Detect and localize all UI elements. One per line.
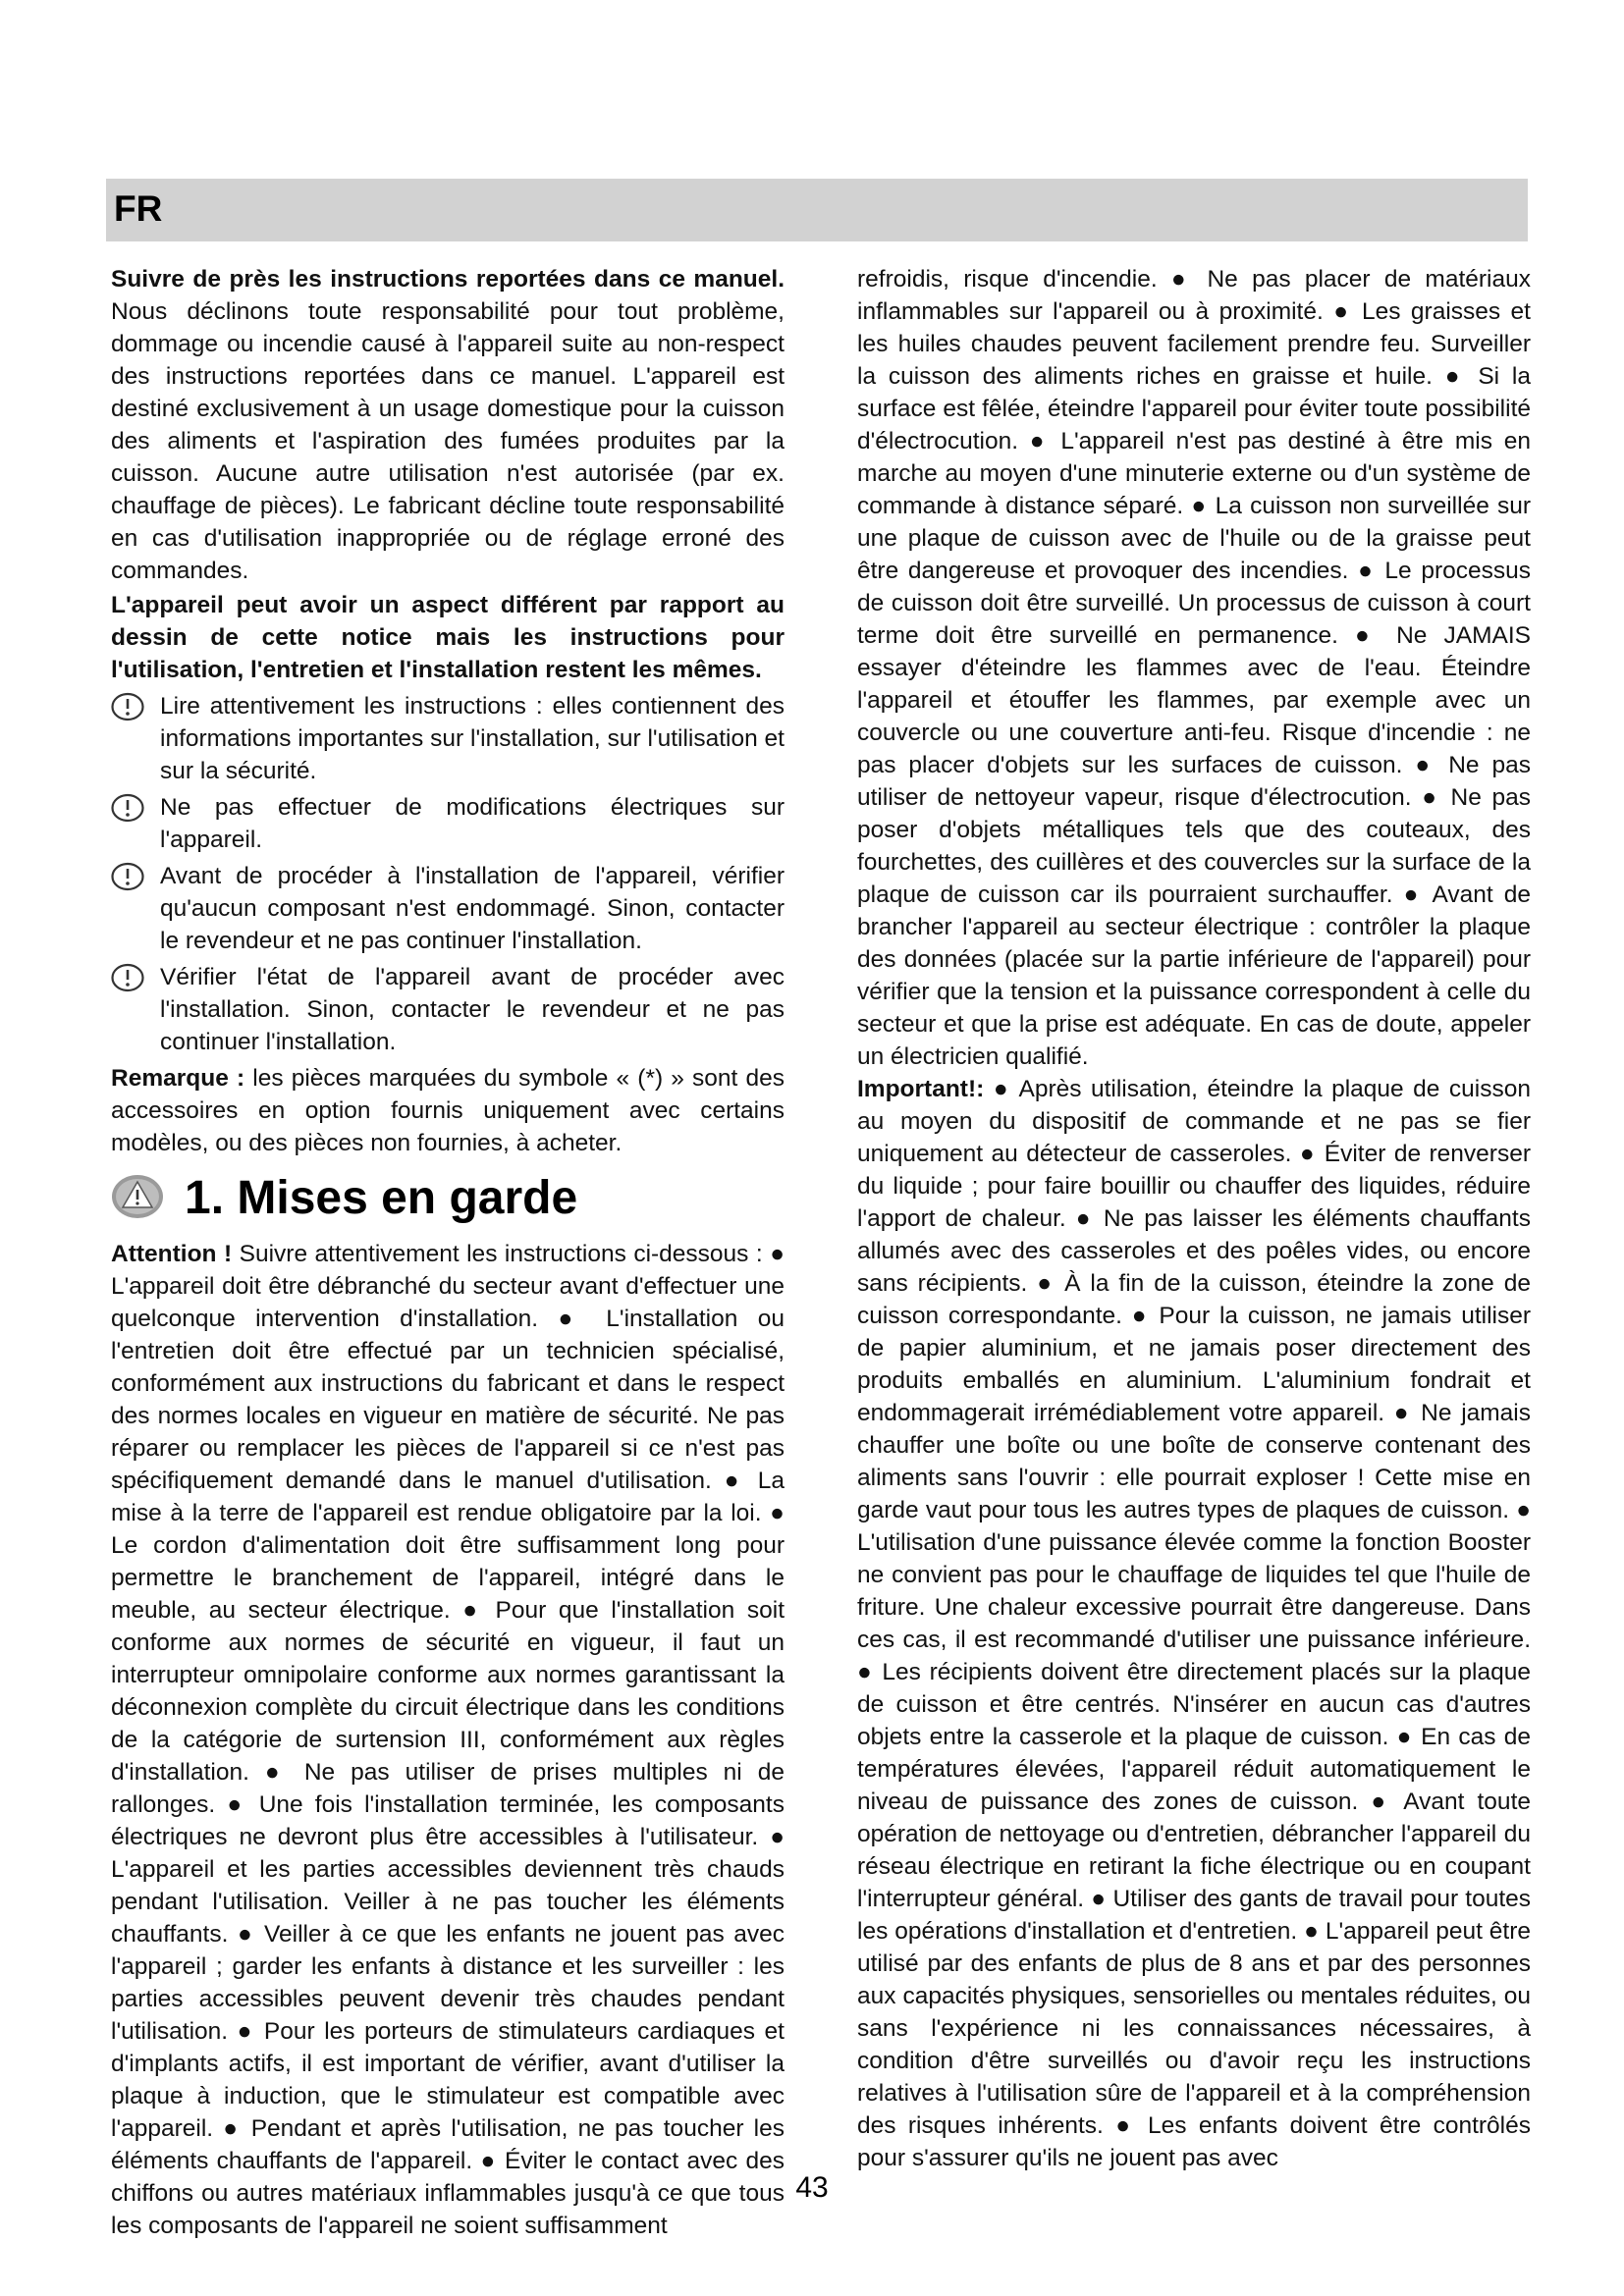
section-title: 1. Mises en garde	[185, 1172, 578, 1224]
section-heading	[111, 1173, 785, 1234]
warning-text: Avant de procéder à l'installation de l'appareil, vérifier qu'aucun composant n'est endommagé. Sinon, contacter le revendeur et ne pas continuer l'installation.	[160, 863, 785, 954]
aspect-note: L'appareil peut avoir un aspect différent par rapport au dessin de cette notice mais les instructions pour l'utilisation, l'entretien et l'installation restent les mêmes.	[111, 592, 785, 683]
warning-text: Lire attentivement les instructions : elles contiennent des informations importantes sur l'installation, sur l'utilisation et sur la sécurité.	[160, 693, 785, 784]
attention-label: Attention !	[111, 1241, 233, 1267]
right-paragraph-1: refroidis, risque d'incendie. ● Ne pas placer de matériaux inflammables sur l'appareil ou à proximité. ● Les graisses et les huiles chaudes peuvent facilement prendre feu. Surveiller la cuisson des aliments riches en graisse et huile. ● Si la surface est fêlée, éteindre l'appareil pour éviter toute possibilité d'électrocution. ● L'appareil n'est pas destiné à être mis en marche au moyen d'une minuterie externe ou d'un système de commande à distance séparé. ● La cuisson non surveillée sur une plaque de cuisson avec de l'huile ou de la graisse peut être dangereuse et provoquer des incendies. ● Le processus de cuisson doit être surveillé. Un processus de cuisson à court terme doit être surveillé en permanence. ● Ne JAMAIS essayer d'éteindre les flammes avec de l'eau. Éteindre l'appareil et étouffer les flammes, par exemple avec un couvercle ou une couverture anti-feu. Risque d'incendie : ne pas placer d'objets sur les surfaces de cuisson. ● Ne pas utiliser de nettoyeur vapeur, risque d'électrocution. ● Ne pas poser d'objets métalliques tels que des couteaux, des fourchettes, des cuillères et des couvercles sur la surface de la plaque de cuisson car ils pourraient surchauffer. ● Avant de brancher l'appareil au secteur électrique : contrôler la plaque des données (placée sur la partie inférieure de l'appareil) pour vérifier que la tension et la puissance correspondent à celle du secteur et que la prise est adéquate. En cas de doute, appeler un électricien qualifié.	[857, 266, 1531, 1070]
left-column	[111, 263, 785, 2242]
warning-item	[111, 961, 785, 1058]
info-circle-icon	[111, 793, 144, 823]
warning-text: Ne pas effectuer de modifications électriques sur l'appareil.	[160, 794, 785, 853]
info-circle-icon	[111, 862, 144, 891]
remark-paragraph	[111, 1062, 785, 1159]
intro-paragraph	[111, 263, 785, 587]
info-circle-icon	[111, 963, 144, 992]
intro-text: Nous déclinons toute responsabilité pour tout problème, dommage ou incendie causé à l'appareil suite au non-respect des instructions reportées dans ce manuel. L'appareil est destiné exclusivement à un usage domestique pour la cuisson des aliments et l'aspiration des fumées produites par la cuisson. Aucune autre utilisation n'est autorisée (par ex. chauffage de pièces). Le fabricant décline toute responsabilité en cas d'utilisation inappropriée ou de réglage erroné des commandes.	[111, 298, 785, 584]
warning-item	[111, 690, 785, 787]
warning-text: Vérifier l'état de l'appareil avant de procéder avec l'installation. Sinon, contacter le revendeur et ne pas continuer l'installation.	[160, 964, 785, 1055]
remark-label: Remarque :	[111, 1065, 245, 1092]
language-code: FR	[114, 188, 163, 229]
attention-paragraph	[111, 1238, 785, 2242]
important-label: Important!:	[857, 1076, 985, 1102]
attention-text: Suivre attentivement les instructions ci-dessous : ● L'appareil doit être débranché du secteur avant d'effectuer une quelconque intervention d'installation. ● L'installation ou l'entretien doit être effectué par un technicien spécialisé, conformément aux instructions du fabricant et dans le respect des normes locales en vigueur en matière de sécurité. Ne pas réparer ou remplacer les pièces de l'appareil si ce n'est pas spécifiquement demandé dans le manuel d'utilisation. ● La mise à la terre de l'appareil est rendue obligatoire par la loi. ● Le cordon d'alimentation doit être suffisamment long pour permettre le branchement de l'appareil, intégré dans le meuble, au secteur électrique. ● Pour que l'installation soit conforme aux normes de sécurité en vigueur, il faut un interrupteur omnipolaire conforme aux normes garantissant la déconnexion complète du circuit électrique dans les conditions de la catégorie de surtension III, conformément aux règles d'installation. ● Ne pas utiliser de prises multiples ni de rallonges. ● Une fois l'installation terminée, les composants électriques ne devront plus être accessibles à l'utilisateur. ● L'appareil et les parties accessibles deviennent très chauds pendant l'utilisation. Veiller à ne pas toucher les éléments chauffants. ● Veiller à ce que les enfants ne jouent pas avec l'appareil ; garder les enfants à distance et les surveiller : les parties accessibles peuvent devenir très chaudes pendant l'utilisation. ● Pour les porteurs de stimulateurs cardiaques et d'implants actifs, il est important de vérifier, avant d'utiliser la plaque à induction, que le stimulateur est compatible avec l'appareil. ● Pendant et après l'utilisation, ne pas toucher les éléments chauffants de l'appareil. ● Éviter le contact avec des chiffons ou autres matériaux inflammables jusqu'à ce que tous les composants de l'appareil ne soient suffisamment	[111, 1241, 785, 2239]
intro-bold-lead: Suivre de près les instructions reportées dans ce manuel.	[111, 266, 785, 293]
language-header-bar	[106, 179, 1528, 241]
important-paragraph	[857, 1073, 1531, 2174]
warning-item	[111, 860, 785, 957]
info-circle-icon	[111, 692, 144, 721]
remark-text: les pièces marquées du symbole « (*) » sont des accessoires en option fournis uniquement avec certains modèles, ou des pièces non fournies, à acheter.	[111, 1065, 785, 1156]
page-number: 43	[795, 2171, 829, 2204]
warning-item	[111, 791, 785, 856]
important-text: ● Après utilisation, éteindre la plaque de cuisson au moyen du dispositif de commande et ne pas se fier uniquement au détecteur de casseroles. ● Éviter de renverser du liquide ; pour faire bouillir ou chauffer des liquides, réduire l'apport de chaleur. ● Ne pas laisser les éléments chauffants allumés avec des casseroles et des poêles vides, ou encore sans récipients. ● À la fin de la cuisson, éteindre la zone de cuisson correspondante. ● Pour la cuisson, ne jamais utiliser de papier aluminium, et ne jamais poser directement des produits emballés en aluminium. L'aluminium fondrait et endommagerait irrémédiablement votre appareil. ● Ne jamais chauffer une boîte ou une boîte de conserve contenant des aliments sans l'ouvrir : elle pourrait exploser ! Cette mise en garde vaut pour tous les autres types de plaques de cuisson. ● L'utilisation d'une puissance élevée comme la fonction Booster ne convient pas pour le chauffage de liquides tel que l'huile de friture. Une chaleur excessive pourrait être dangereuse. Dans ces cas, il est recommandé d'utiliser une puissance inférieure. ● Les récipients doivent être directement placés sur la plaque de cuisson et être centrés. N'insérer en aucun cas d'autres objets entre la casserole et la plaque de cuisson. ● En cas de températures élevées, l'appareil réduit automatiquement le niveau de puissance des zones de cuisson. ● Avant toute opération de nettoyage ou d'entretien, débrancher l'appareil du réseau électrique en retirant la fiche électrique ou en coupant l'interrupteur général. ● Utiliser des gants de travail pour toutes les opérations d'installation et d'entretien. ● L'appareil peut être utilisé par des enfants de plus de 8 ans et par des personnes aux capacités physiques, sensorielles ou mentales réduites, ou sans l'expérience ni les connaissances nécessaires, à condition d'être surveillés ou d'avoir reçu les instructions relatives à l'utilisation sûre de l'appareil et à la compréhension des risques inhérents. ● Les enfants doivent être contrôlés pour s'assurer qu'ils ne jouent pas avec	[857, 1076, 1531, 2171]
right-column	[857, 263, 1531, 2174]
warning-triangle-icon	[111, 1173, 164, 1220]
